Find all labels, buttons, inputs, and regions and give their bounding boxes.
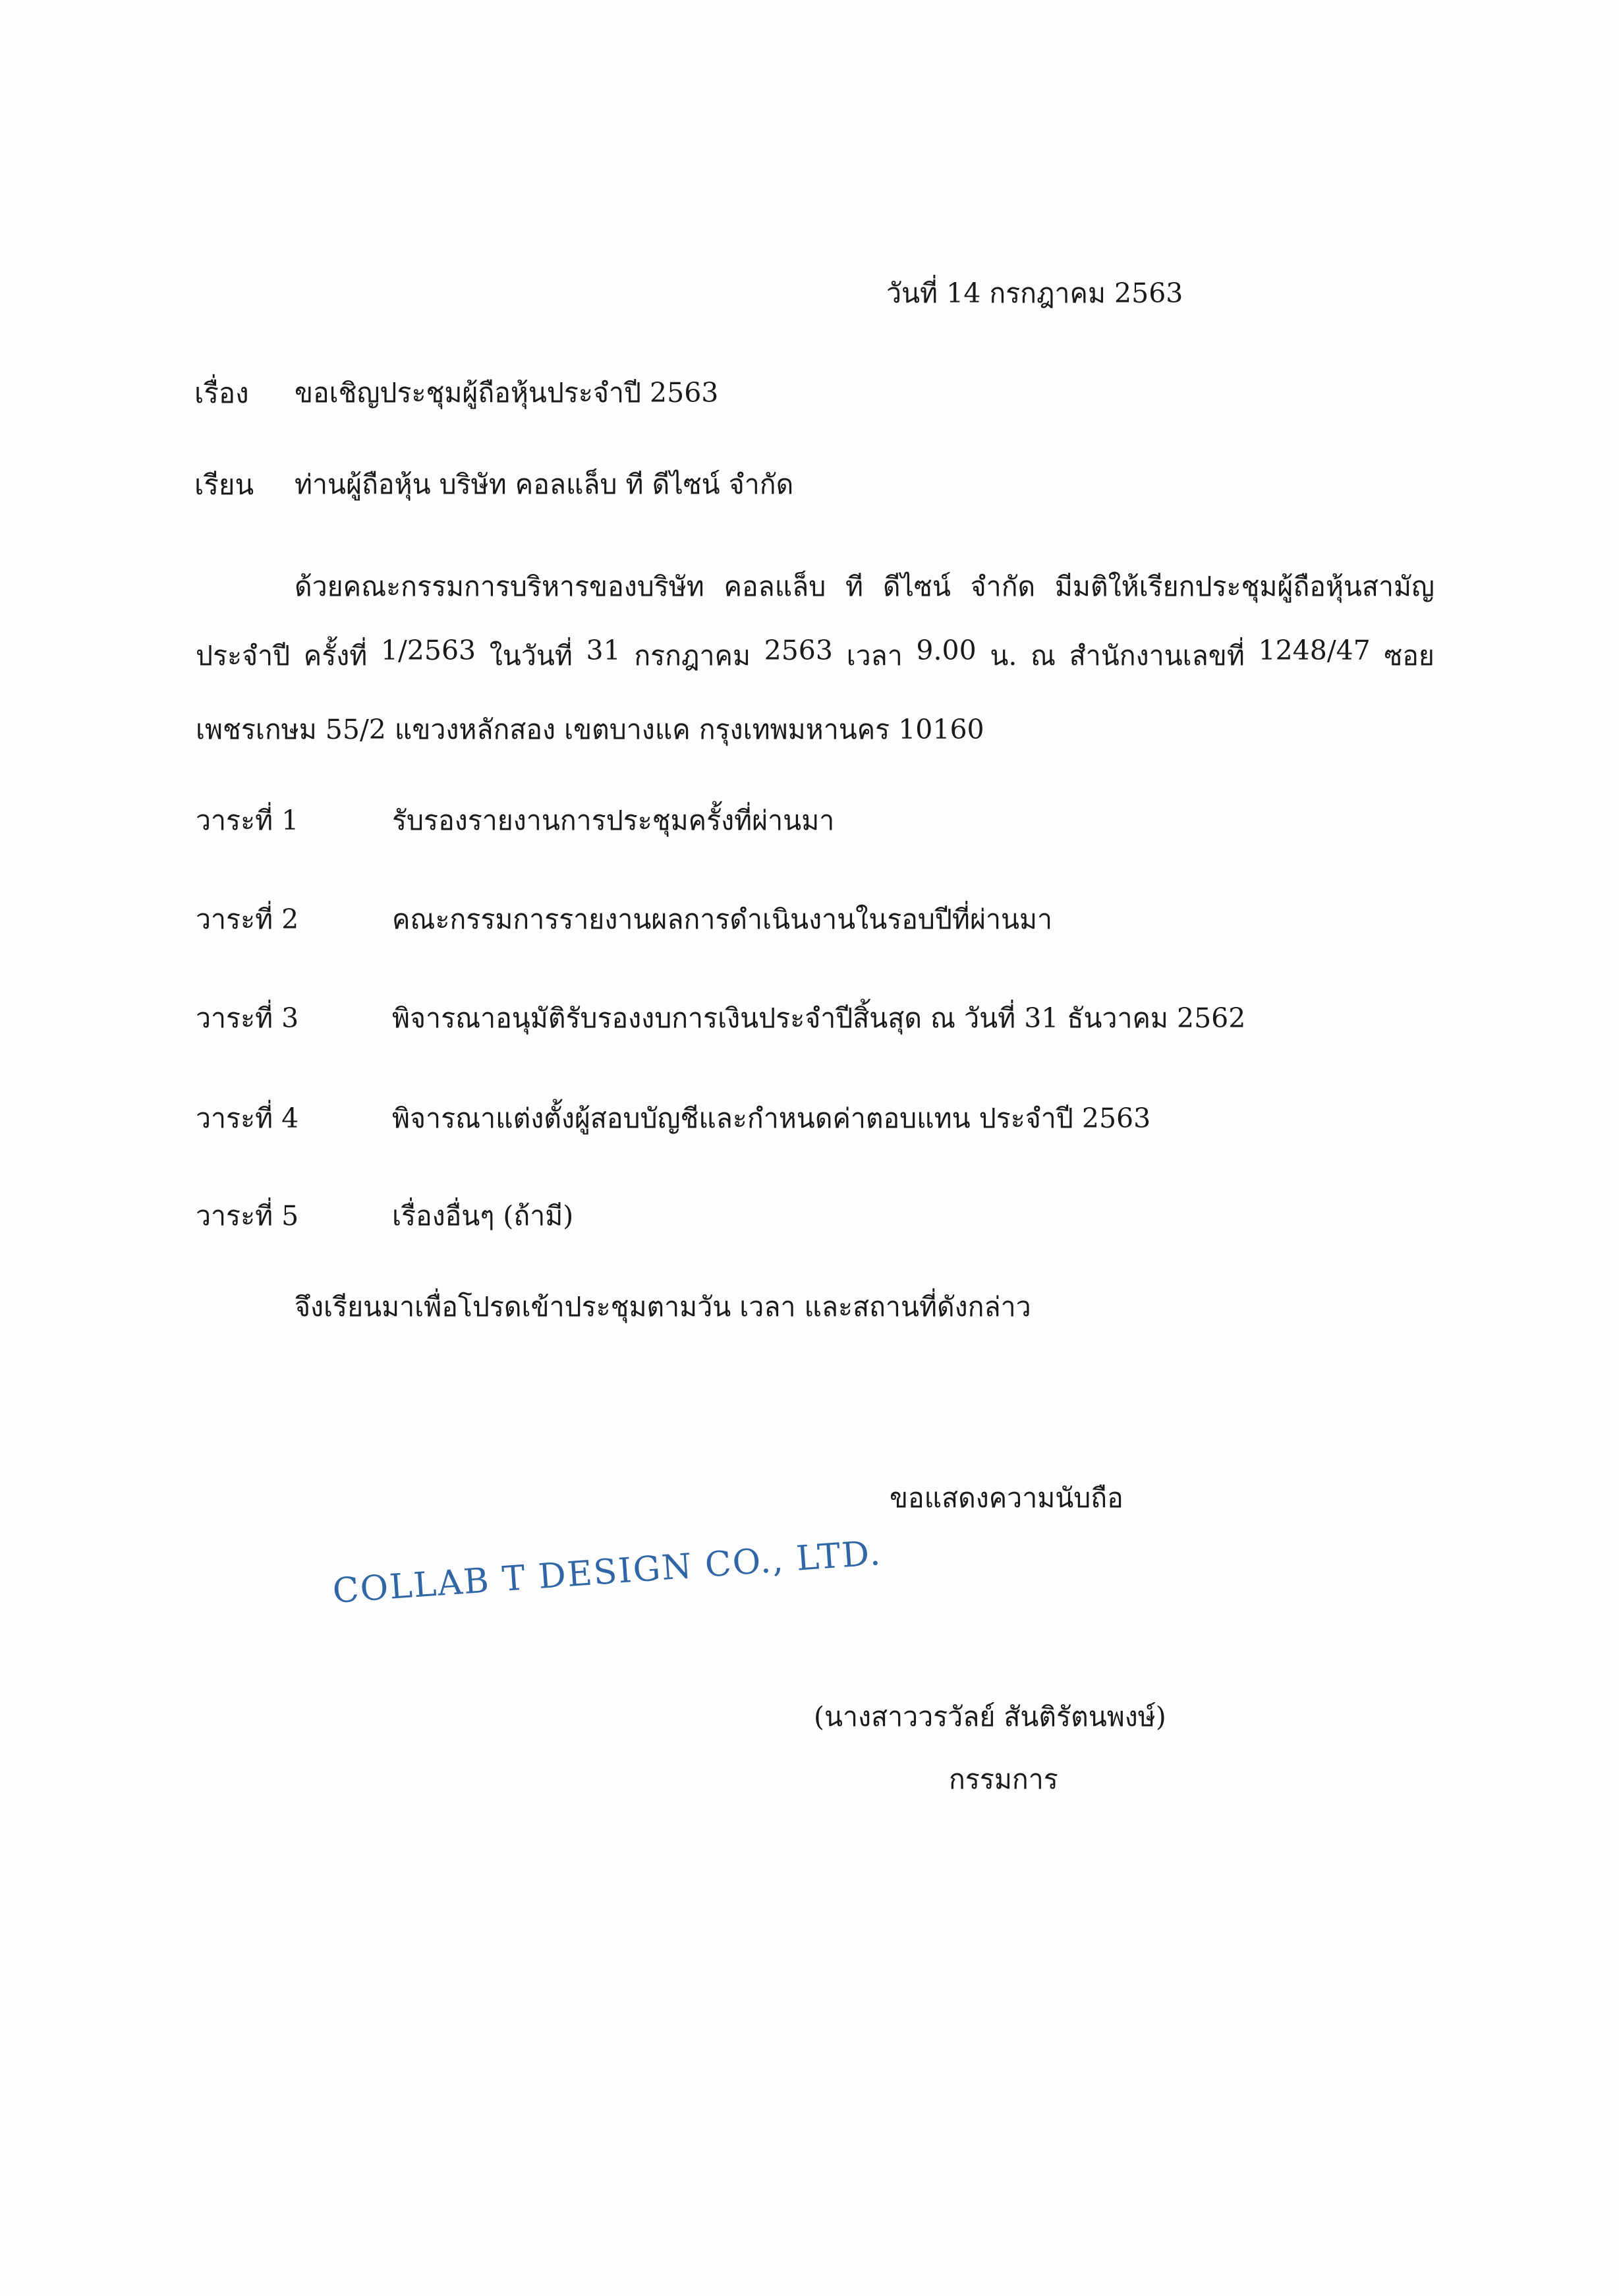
agenda-text: พิจารณาอนุมัติรับรองงบการเงินประจำปีสิ้นสุด ณ วันที่ 31 ธันวาคม 2562 bbox=[392, 1002, 1246, 1034]
body-word: ครั้งที่ bbox=[303, 640, 368, 672]
body-word: ซอย bbox=[1384, 640, 1434, 672]
agenda-text: เรื่องอื่นๆ (ถ้ามี) bbox=[392, 1200, 574, 1232]
body-line-1 bbox=[295, 565, 1434, 608]
company-stamp: COLLAB T DESIGN CO., LTD. bbox=[331, 1533, 883, 1611]
body-word: กรกฎาคม bbox=[634, 640, 751, 672]
subject-text: ขอเชิญประชุมผู้ถือหุ้นประจำปี 2563 bbox=[295, 377, 719, 409]
body-word: น. bbox=[990, 640, 1017, 672]
recipient-text: ท่านผู้ถือหุ้น บริษัท คอลแล็บ ที ดีไซน์ จำกัด bbox=[295, 469, 794, 500]
body-line-3: เพชรเกษม 55/2 แขวงหลักสอง เขตบางแค กรุงเทพมหานคร 10160 bbox=[196, 714, 984, 745]
agenda-number: วาระที่ 3 bbox=[196, 1002, 299, 1034]
agenda-number: วาระที่ 4 bbox=[196, 1103, 299, 1134]
agenda-number: วาระที่ 5 bbox=[196, 1200, 299, 1232]
body-line-2 bbox=[196, 635, 1434, 677]
body-word: ที bbox=[845, 571, 864, 602]
recipient-label: เรียน bbox=[194, 469, 254, 501]
letter-date: วันที่ 14 กรกฎาคม 2563 bbox=[886, 277, 1183, 309]
body-word: ดีไซน์ bbox=[882, 571, 951, 602]
body-word: 2563 bbox=[764, 635, 833, 666]
body-word: 9.00 bbox=[916, 635, 977, 666]
body-word: ประจำปี bbox=[196, 640, 291, 672]
agenda-number: วาระที่ 2 bbox=[196, 904, 299, 935]
agenda-text: พิจารณาแต่งตั้งผู้สอบบัญชีและกำหนดค่าตอบแทน ประจำปี 2563 bbox=[392, 1103, 1151, 1134]
body-word: ด้วยคณะกรรมการบริหารของบริษัท bbox=[295, 571, 704, 602]
body-word: 1/2563 bbox=[380, 635, 476, 666]
signer-title: กรรมการ bbox=[949, 1764, 1058, 1795]
agenda-text: คณะกรรมการรายงานผลการดำเนินงานในรอบปีที่ผ่านมา bbox=[392, 904, 1053, 935]
agenda-text: รับรองรายงานการประชุมครั้งที่ผ่านมา bbox=[392, 805, 835, 836]
body-word: มีมติให้เรียกประชุมผู้ถือหุ้นสามัญ bbox=[1054, 571, 1434, 602]
agenda-number: วาระที่ 1 bbox=[196, 805, 299, 836]
body-word: 31 bbox=[586, 635, 621, 666]
body-word: เวลา bbox=[846, 640, 903, 672]
body-word: จำกัด bbox=[970, 571, 1036, 602]
body-word: ณ bbox=[1031, 640, 1056, 672]
body-word: คอลแล็บ bbox=[724, 571, 826, 602]
body-word: ในวันที่ bbox=[489, 640, 573, 672]
body-word: 1248/47 bbox=[1258, 635, 1371, 666]
regards-line: ขอแสดงความนับถือ bbox=[890, 1482, 1123, 1514]
subject-label: เรื่อง bbox=[194, 377, 249, 409]
signer-name: (นางสาววรวัลย์ สันติรัตนพงษ์) bbox=[814, 1701, 1166, 1733]
body-word: สำนักงานเลขที่ bbox=[1069, 640, 1245, 672]
closing-sentence: จึงเรียนมาเพื่อโปรดเข้าประชุมตามวัน เวลา และสถานที่ดังกล่าว bbox=[295, 1291, 1031, 1323]
